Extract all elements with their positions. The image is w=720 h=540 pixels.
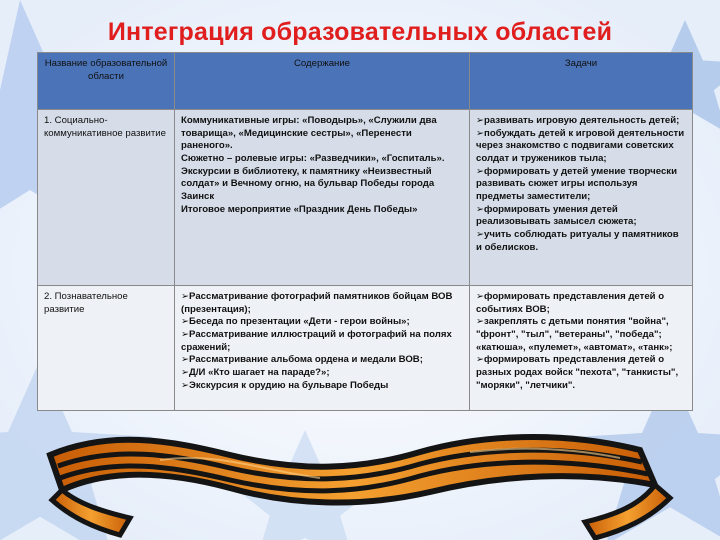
arrow-bullet-icon: ➢: [476, 228, 485, 240]
content-item: ➢Рассматривание альбома ордена и медали ВОВ;: [181, 354, 423, 366]
content-line: Экскурсии в библиотеку, к памятнику «Неизвестный солдат» и Вечному огню, на бульвар Победы города Заинск: [181, 165, 435, 202]
arrow-bullet-icon: ➢: [476, 316, 485, 328]
task-item: ➢формировать у детей умение творчески развивать сюжет игры используя предметы заместители;: [476, 165, 677, 202]
task-item: ➢формировать представления детей о событиях ВОВ;: [476, 291, 665, 315]
task-item: ➢закреплять с детьми понятия "война", "фронт", "тыл", "ветераны", "победа"; «катюша», «пулемет», «автомат», «танк»;: [476, 316, 673, 353]
arrow-bullet-icon: ➢: [476, 165, 485, 177]
header-tasks: Задачи: [470, 53, 693, 110]
content-item: ➢Экскурсия к орудию на бульваре Победы: [181, 379, 389, 391]
arrow-bullet-icon: ➢: [181, 379, 190, 391]
arrow-bullet-icon: ➢: [476, 354, 485, 366]
header-area: Название образовательной области: [38, 53, 175, 110]
table-row: [38, 286, 693, 411]
task-item: ➢учить соблюдать ритуалы у памятников и обелисков.: [476, 228, 679, 253]
task-item: ➢побуждать детей к игровой деятельности через знакомство с подвигами советских солдат и тружеников тыла;: [476, 127, 685, 164]
arrow-bullet-icon: ➢: [476, 127, 485, 139]
area-cell: 1. Социально-коммуникативное развитие: [38, 110, 175, 286]
tasks-cell: [470, 110, 693, 286]
arrow-bullet-icon: ➢: [181, 316, 190, 328]
arrow-bullet-icon: ➢: [181, 328, 190, 340]
slide-title: Интеграция образовательных областей: [107, 18, 613, 46]
table-header-row: [38, 53, 693, 110]
area-cell: 2. Познавательное развитие: [38, 286, 175, 411]
content-item: ➢Рассматривание фотографий памятников бойцам ВОВ (презентация);: [181, 291, 453, 315]
header-content: Содержание: [175, 53, 470, 110]
arrow-bullet-icon: ➢: [181, 291, 190, 302]
content-item: ➢Рассматривание иллюстраций и фотографий на полях сражений;: [181, 328, 452, 353]
arrow-bullet-icon: ➢: [476, 203, 485, 215]
content-line: Итоговое мероприятие «Праздник День Победы»: [181, 203, 418, 215]
content-item: ➢Беседа по презентации «Дети - герои войны»;: [181, 316, 410, 328]
task-item: ➢формировать умения детей реализовывать замысел сюжета;: [476, 203, 637, 228]
arrow-bullet-icon: ➢: [181, 366, 190, 378]
content-cell: [175, 286, 470, 411]
integration-table: [37, 52, 693, 411]
content-cell: [175, 110, 470, 286]
arrow-bullet-icon: ➢: [476, 115, 485, 126]
task-item: ➢развивать игровую деятельность детей;: [476, 115, 680, 126]
content-line: Сюжетно – ролевые игры: «Разведчики», «Госпиталь».: [181, 152, 445, 164]
table-row: [38, 110, 693, 286]
task-item: ➢формировать представления детей о разных родах войск "пехота", "танкисты", "моряки", "летчики".: [476, 354, 679, 391]
content-line: Коммуникативные игры: «Поводырь», «Служили два товарища», «Медицинские сестры», «Перенести раненого».: [181, 115, 437, 152]
tasks-cell: [470, 286, 693, 411]
content-item: ➢Д/И «Кто шагает на параде?»;: [181, 366, 330, 378]
arrow-bullet-icon: ➢: [476, 291, 485, 302]
arrow-bullet-icon: ➢: [181, 354, 190, 366]
